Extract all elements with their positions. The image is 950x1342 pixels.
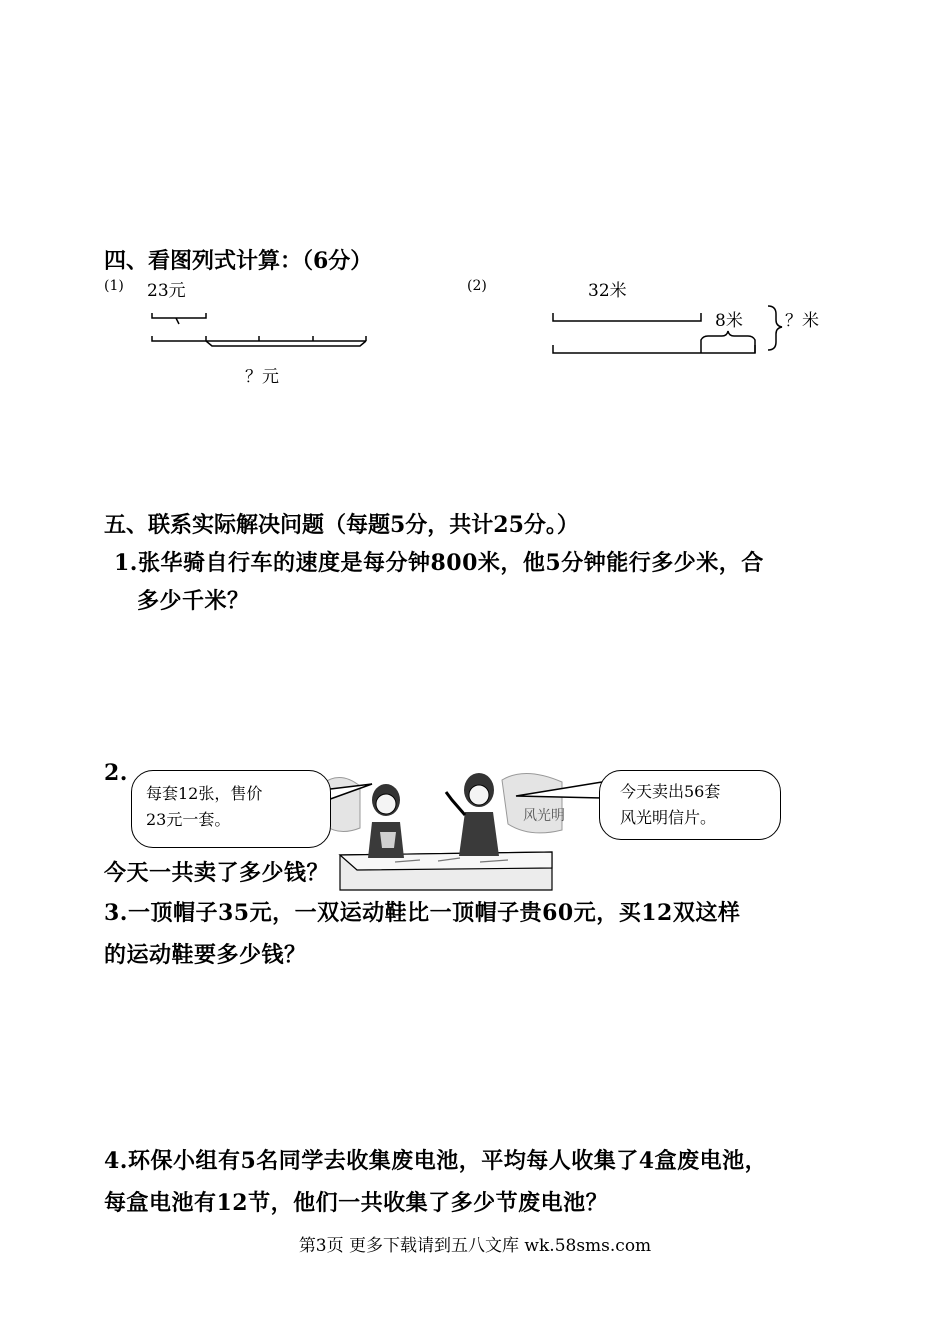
question-4-line-1: 4.环保小组有5名同学去收集废电池，平均每人收集了4盒废电池， bbox=[104, 1148, 768, 1174]
speech-bubble-right-line-1: 今天卖出56套 bbox=[620, 782, 721, 801]
section-5-title: 五、联系实际解决问题（每题5分，共计25分。） bbox=[104, 512, 579, 538]
question-1-line-1: 1.张华骑自行车的速度是每分钟800米，他5分钟能行多少米，合 bbox=[114, 550, 764, 576]
problem-1-bottom-label: ？元 bbox=[245, 367, 279, 387]
question-3-line-1: 3.一顶帽子35元，一双运动鞋比一顶帽子贵60元，买12双这样 bbox=[104, 900, 741, 926]
question-4-line-2: 每盒电池有12节，他们一共收集了多少节废电池？ bbox=[104, 1190, 609, 1216]
problem-2-mid-label: 8米 bbox=[715, 311, 743, 331]
problem-2-top-label: 32米 bbox=[588, 281, 627, 301]
problem-1-number: (1) bbox=[104, 278, 124, 294]
speech-bubble-left-line-1: 每套12张，售价 bbox=[146, 784, 263, 803]
speech-bubble-right-line-2: 风光明信片。 bbox=[620, 808, 717, 827]
section-4-title: 四、看图列式计算：（6分） bbox=[104, 248, 373, 274]
question-2-number: 2. bbox=[104, 760, 128, 786]
question-2-text: 今天一共卖了多少钱？ bbox=[104, 860, 330, 886]
girl-left bbox=[368, 784, 404, 858]
question-1-line-2: 多少千米？ bbox=[137, 588, 250, 614]
girl-right bbox=[446, 773, 499, 856]
question-3-line-2: 的运动鞋要多少钱？ bbox=[104, 942, 307, 968]
shop-sign: 风光明 bbox=[523, 808, 565, 824]
speech-bubble-right bbox=[599, 770, 781, 840]
problem-2-right-label: ？米 bbox=[785, 311, 819, 331]
problem-1-top-label: 23元 bbox=[147, 281, 186, 301]
page-footer: 第3页 更多下载请到五八文库 wk.58sms.com bbox=[298, 1236, 652, 1256]
problem-2-number: (2) bbox=[467, 278, 487, 294]
speech-bubble-left bbox=[131, 770, 331, 848]
speech-bubble-left-line-2: 23元一套。 bbox=[146, 810, 231, 829]
